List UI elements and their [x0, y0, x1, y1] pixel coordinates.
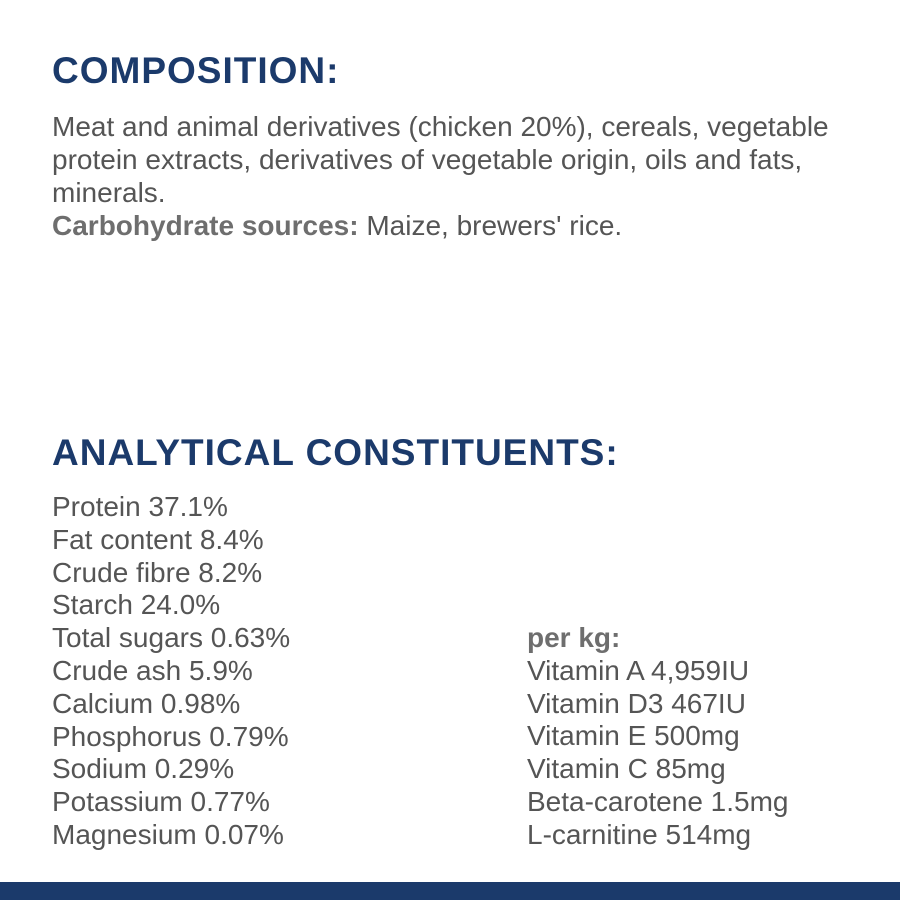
- composition-body: [52, 110, 882, 242]
- analytical-constituents-heading: ANALYTICAL CONSTITUENTS:: [52, 432, 619, 473]
- constituent-item: Total sugars 0.63%: [52, 622, 291, 654]
- carbohydrate-sources: [52, 209, 882, 242]
- vitamins-list: [527, 655, 789, 852]
- constituent-item: Fat content 8.4%: [52, 523, 264, 555]
- constituent-item: Crude ash 5.9%: [52, 654, 253, 686]
- constituent-item: Protein 37.1%: [52, 491, 228, 522]
- vitamin-item: Vitamin D3 467IU: [527, 687, 746, 719]
- constituent-item: Starch 24.0%: [52, 589, 221, 621]
- composition-text: Meat and animal derivatives (chicken 20%), cereals, vegetable protein extracts, derivatives of vegetable origin, oils and fats, minerals.: [52, 111, 829, 208]
- carbohydrate-sources-label: Carbohydrate sources:: [52, 210, 359, 241]
- constituent-item: Crude fibre 8.2%: [52, 556, 263, 588]
- vitamin-item: Vitamin A 4,959IU: [527, 654, 750, 686]
- vitamin-item: Vitamin E 500mg: [527, 720, 740, 752]
- constituent-item: Magnesium 0.07%: [52, 818, 284, 850]
- vitamin-item: Vitamin C 85mg: [527, 753, 726, 785]
- vitamins-block: [527, 622, 789, 852]
- vitamin-item: L-carnitine 514mg: [527, 818, 752, 850]
- constituents-list: [52, 491, 290, 852]
- bottom-band: [0, 882, 900, 900]
- constituent-item: Phosphorus 0.79%: [52, 720, 289, 752]
- composition-heading: COMPOSITION:: [52, 50, 340, 91]
- constituent-item: Sodium 0.29%: [52, 753, 235, 785]
- per-kg-label: per kg:: [527, 622, 621, 653]
- vitamin-item: Beta-carotene 1.5mg: [527, 785, 789, 817]
- constituent-item: Calcium 0.98%: [52, 687, 241, 719]
- constituent-item: Potassium 0.77%: [52, 786, 270, 818]
- carbohydrate-sources-value: Maize, brewers' rice.: [358, 210, 623, 241]
